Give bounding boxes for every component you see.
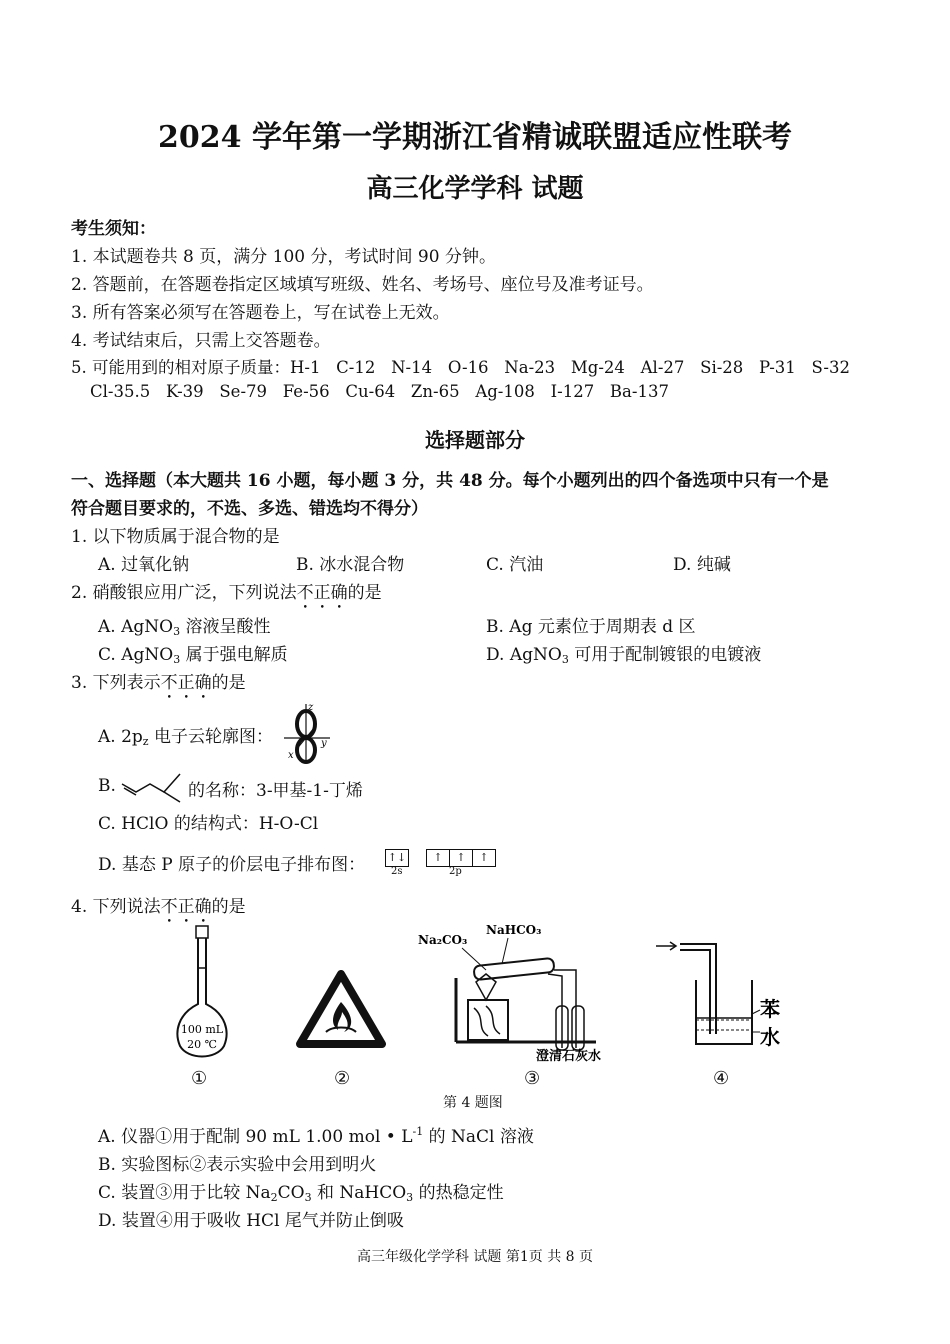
volumetric-flask-figure <box>168 922 236 1062</box>
orbital-box-2p: ↑ <box>472 849 496 867</box>
figure-number-2: ② <box>334 1068 351 1089</box>
figure-number-4: ④ <box>713 1068 730 1089</box>
q3-option-b-name: 的名称：3-甲基-1-丁烯 <box>188 781 363 801</box>
axis-x-label: x <box>288 750 294 761</box>
emphasis-text: 不正确 <box>160 673 212 693</box>
section-title: 选择题部分 <box>425 428 525 452</box>
flask-temp-label: 20 ℃ <box>187 1038 217 1051</box>
benzene-label: 苯 <box>760 997 780 1021</box>
orbital-box-2p: ↑ <box>449 849 473 867</box>
notice-item: 4. 考试结束后，只需上交答题卷。 <box>71 331 331 351</box>
part-instructions-line2: 符合题目要求的，不选、多选、错选均不得分） <box>71 499 428 519</box>
axis-y-label: y <box>321 738 327 749</box>
q4-option-c: C. 装置③用于比较 $Na_2CO_3$ 和 NaHCO$_3$ 的热稳定性 <box>98 1183 504 1204</box>
thermal-stability-apparatus-figure <box>416 918 616 1066</box>
emphasis-text: 不正确 <box>296 583 348 603</box>
notice-item: 1. 本试题卷共 8 页，满分 100 分，考试时间 90 分钟。 <box>71 247 496 267</box>
q2-option-c: C. AgNO$_3$ 属于强电解质 <box>98 645 288 666</box>
emphasis-text: 不正确 <box>160 897 212 917</box>
q4-stem: 4. 下列说法不正确的是 <box>71 897 246 917</box>
part-instructions-line1: 一、选择题（本大题共 16 小题，每小题 3 分，共 48 分。每个小题列出的四个备选项中只有一个是 <box>71 471 829 491</box>
nahco3-label: NaHCO₃ <box>486 923 542 937</box>
gas-absorption-beaker-figure <box>652 934 792 1054</box>
q3-option-c: C. HClO 的结构式：H-O-Cl <box>98 814 319 834</box>
figure-number-1: ① <box>191 1068 208 1089</box>
q4-option-d: D. 装置④用于吸收 HCl 尾气并防止倒吸 <box>98 1211 404 1231</box>
notice-heading: 考生须知： <box>71 219 156 239</box>
orbital-diagram <box>385 846 495 867</box>
q3-option-a: A. $2p_z$ 电子云轮廓图： <box>98 727 273 748</box>
limewater-label: 澄清石灰水 <box>536 1049 602 1064</box>
q3-option-d: D. 基态 P 原子的价层电子排布图： <box>98 855 366 875</box>
q1-stem: 1. 以下物质属于混合物的是 <box>71 527 280 547</box>
flask-volume-label: 100 mL <box>180 1023 224 1036</box>
skeletal-formula <box>120 770 186 804</box>
q4-option-a: A. 仪器①用于配制 90 mL 1.00 mol • $L^{-1}$ 的 NaCl 溶液 <box>98 1125 534 1147</box>
orbital-label-2s: 2s <box>391 866 403 877</box>
open-flame-hazard-icon <box>296 970 386 1048</box>
p-orbital-figure <box>278 698 334 764</box>
q4-option-b: B. 实验图标②表示实验中会用到明火 <box>98 1155 377 1175</box>
page-footer: 高三年级化学学科 试题 第1页 共 8 页 <box>356 1249 594 1265</box>
notice-item: 2. 答题前，在答题卷指定区域填写班级、姓名、考场号、座位号及准考证号。 <box>71 275 654 295</box>
orbital-label-2p: 2p <box>449 866 462 877</box>
notice-item: Cl-35.5 K-39 Se-79 Fe-56 Cu-64 Zn-65 Ag-108 I-127 Ba-137 <box>90 382 669 401</box>
figure-caption: 第 4 题图 <box>443 1095 503 1111</box>
exam-title: 2024 学年第一学期浙江省精诚联盟适应性联考 <box>158 120 792 155</box>
q1-option-b: B. 冰水混合物 <box>296 555 405 575</box>
q2-stem: 2. 硝酸银应用广泛，下列说法不正确的是 <box>71 583 382 603</box>
q3-option-b-prefix: B. <box>98 776 116 796</box>
notice-item: 3. 所有答案必须写在答题卷上，写在试卷上无效。 <box>71 303 450 323</box>
q3-stem: 3. 下列表示不正确的是 <box>71 673 246 693</box>
axis-z-label: z <box>308 702 314 713</box>
q1-option-c: C. 汽油 <box>486 555 544 575</box>
orbital-box-2s: ↑↓ <box>385 849 409 867</box>
water-label: 水 <box>760 1025 780 1049</box>
notice-item: 5. 可能用到的相对原子质量：H-1 C-12 N-14 O-16 Na-23 Mg-24 Al-27 Si-28 P-31 S-32 <box>71 358 851 377</box>
orbital-box-2p: ↑ <box>426 849 450 867</box>
q1-option-a: A. 过氧化钠 <box>98 555 190 575</box>
q1-option-d: D. 纯碱 <box>673 555 731 575</box>
na2co3-label: Na₂CO₃ <box>418 933 468 947</box>
exam-subtitle: 高三化学学科 试题 <box>366 174 584 204</box>
figure-number-3: ③ <box>524 1068 541 1089</box>
q2-option-a: A. AgNO$_3$ 溶液呈酸性 <box>98 617 271 638</box>
q2-option-d: D. AgNO$_3$ 可用于配制镀银的电镀液 <box>486 645 762 666</box>
q2-option-b: B. Ag 元素位于周期表 d 区 <box>486 617 696 637</box>
